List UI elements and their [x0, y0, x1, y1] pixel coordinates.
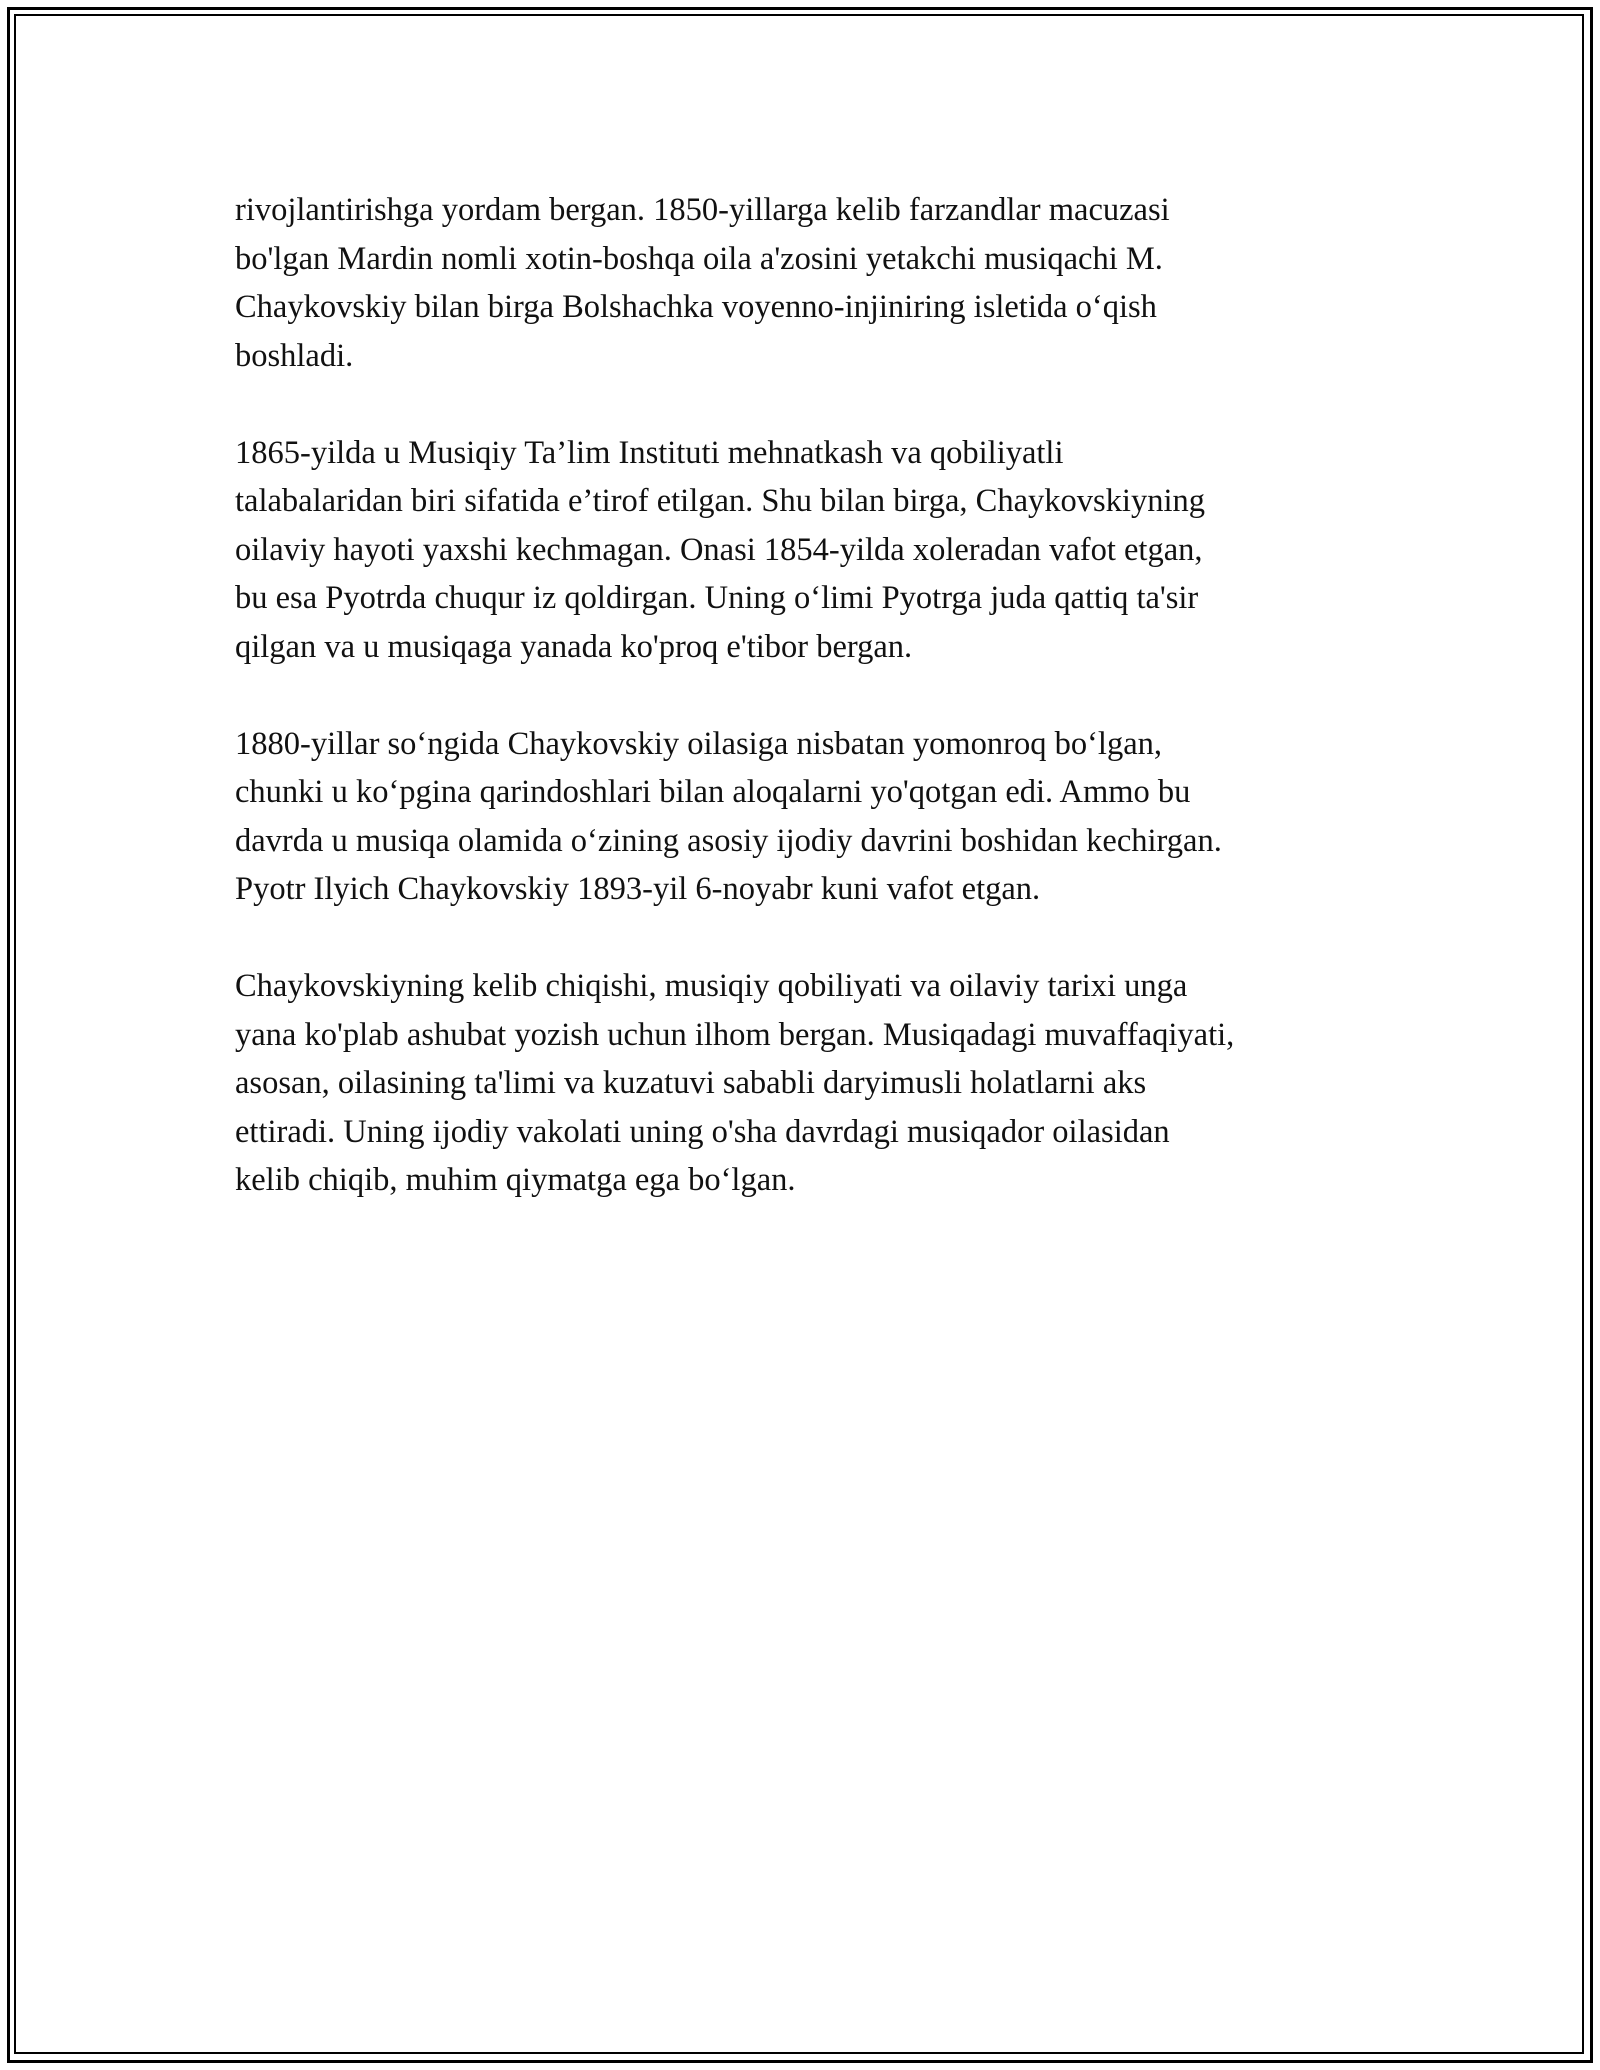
paragraph-1 [235, 186, 1395, 380]
text-line: Chaykovskiy bilan birga Bolshachka voyenno-injiniring isletida o‘qish [235, 289, 1157, 325]
document-body [235, 186, 1395, 1253]
text-line: bo'lgan Mardin nomli xotin-boshqa oila a'zosini yetakchi musiqachi M. [235, 240, 1163, 277]
paragraph-4 [235, 962, 1395, 1205]
text-line: rivojlantirishga yordam bergan. 1850-yillarga kelib farzandlar macuzasi [235, 192, 1170, 228]
text-line: chunki u ko‘pgina qarindoshlari bilan aloqalarni yo'qotgan edi. Ammo bu [235, 774, 1191, 810]
text-line: 1880-yillar so‘ngida Chaykovskiy oilasiga nisbatan yomonroq bo‘lgan, [235, 725, 1163, 762]
text-line: qilgan va u musiqaga yanada ko'proq e'tibor bergan. [235, 628, 913, 665]
text-line: Chaykovskiyning kelib chiqishi, musiqiy qobiliyati va oilaviy tarixi unga [235, 968, 1188, 1004]
paragraph-3 [235, 720, 1395, 914]
text-line: 1865-yilda u Musiqiy Ta’lim Instituti mehnatkash va qobiliyatli [235, 434, 1064, 471]
text-line: boshladi. [235, 337, 354, 374]
text-line: asosan, oilasining ta'limi va kuzatuvi sababli daryimusli holatlarni aks [235, 1065, 1147, 1101]
text-line: yana ko'plab ashubat yozish uchun ilhom bergan. Musiqadagi muvaffaqiyati, [235, 1016, 1235, 1053]
text-line: bu esa Pyotrda chuqur iz qoldirgan. Uning o‘limi Pyotrga juda qattiq ta'sir [235, 580, 1199, 616]
text-line: davrda u musiqa olamida o‘zining asosiy ijodiy davrini boshidan kechirgan. [235, 822, 1222, 859]
text-line: kelib chiqib, muhim qiymatga ega bo‘lgan. [235, 1162, 796, 1198]
paragraph-2 [235, 429, 1395, 672]
text-line: Pyotr Ilyich Chaykovskiy 1893-yil 6-noyabr kuni vafot etgan. [235, 871, 1041, 907]
text-line: ettiradi. Uning ijodiy vakolati uning o'sha davrdagi musiqador oilasidan [235, 1113, 1170, 1150]
text-line: talabalaridan biri sifatida e’tirof etilgan. Shu bilan birga, Chaykovskiyning [235, 483, 1205, 519]
text-line: oilaviy hayoti yaxshi kechmagan. Onasi 1854-yilda xoleradan vafot etgan, [235, 531, 1203, 568]
